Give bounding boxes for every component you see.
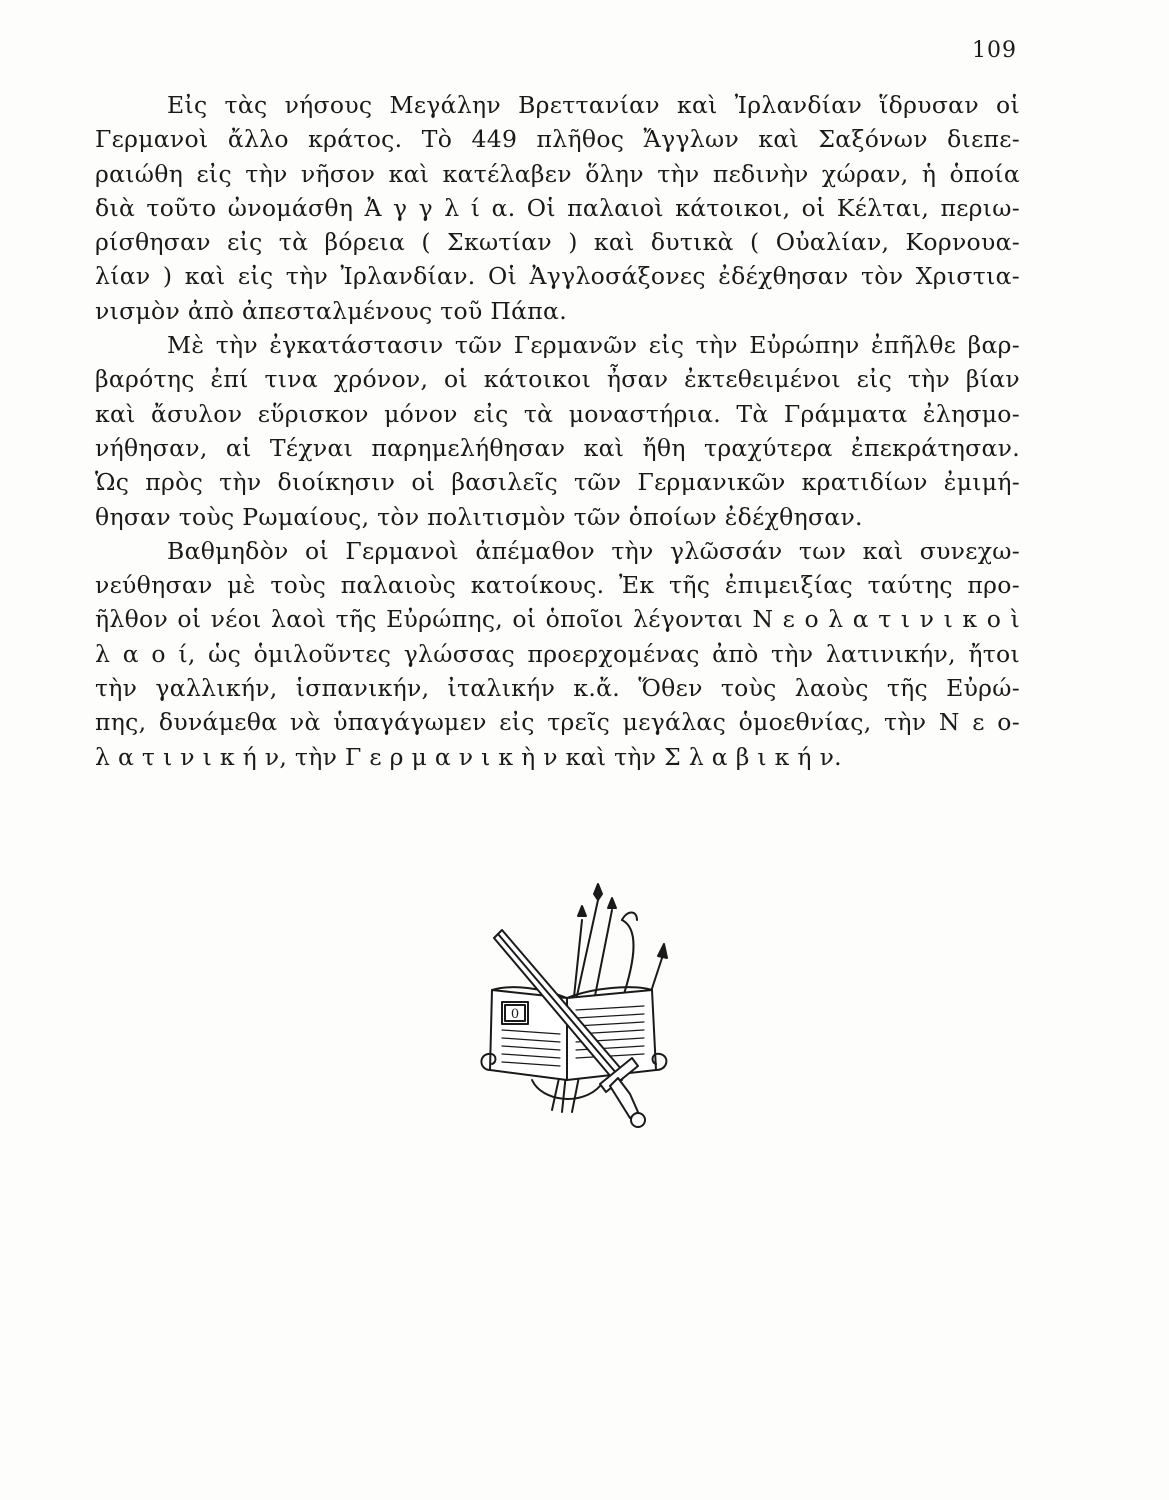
text-line: πης, δυνάμεθα νὰ ὑπαγάγωμεν εἰς τρεῖς μεγάλας ὁμοεθνίας, τὴν Ν ε ο- [95, 708, 1020, 737]
text-line: διὰ τοῦτο ὠνομάσθη Ἀ γ γ λ ί α. Οἱ παλαιοὶ κάτοικοι, οἱ Κέλται, περιω- [95, 193, 1020, 222]
text-line: ραιώθη εἰς τὴν νῆσον καὶ κατέλαβεν ὅλην τὴν πεδινὴν χώραν, ἡ ὁποία [95, 159, 1020, 188]
text-line: νήθησαν, αἱ Τέχναι παρημελήθησαν καὶ ἤθη τραχύτερα ἐπεκράτησαν. [95, 433, 1020, 462]
text-line: ῆλθον οἱ νέοι λαοὶ τῆς Εὐρώπης, οἱ ὁποῖοι λέγονται Ν ε ο λ α τ ι ν ι κ ο ὶ [95, 605, 1020, 634]
text-line: λίαν ) καὶ εἰς τὴν Ἰρλανδίαν. Οἱ Ἀγγλοσάξονες ἐδέχθησαν τὸν Χριστια- [95, 262, 1020, 291]
book-sword-vignette-icon [472, 880, 682, 1130]
text-line: ρίσθησαν εἰς τὰ βόρεια ( Σκωτίαν ) καὶ δυτικὰ ( Οὐαλίαν, Κορνουα- [95, 228, 1020, 257]
text-line: Ὡς πρὸς τὴν διοίκησιν οἱ βασιλεῖς τῶν Γερμανικῶν κρατιδίων ἐμιμή- [95, 468, 1020, 497]
text-line: νισμὸν ἀπὸ ἀπεσταλμένους τοῦ Πάπα. [95, 296, 567, 325]
text-line: καὶ ἄσυλον εὕρισκον μόνον εἰς τὰ μοναστήρια. Τὰ Γράμματα ἐλησμο- [95, 399, 1020, 428]
text-line: Γερμανοὶ ἄλλο κράτος. Τὸ 449 πλῆθος Ἄγγλων καὶ Σαξόνων διεπε- [95, 125, 1020, 154]
text-line: νεύθησαν μὲ τοὺς παλαιοὺς κατοίκους. Ἐκ τῆς ἐπιμειξίας ταύτης προ- [95, 571, 1020, 600]
text-line: τὴν γαλλικήν, ἱσπανικήν, ἰταλικήν κ.ἄ. Ὅθεν τοὺς λαοὺς τῆς Εὐρώ- [95, 674, 1020, 703]
text-line: Εἰς τὰς νήσους Μεγάλην Βρεττανίαν καὶ Ἰρλανδίαν ἵδρυσαν οἱ [167, 91, 1020, 119]
text-line: Βαθμηδὸν οἱ Γερμανοὶ ἀπέμαθον τὴν γλῶσσάν των καὶ συνεχω- [167, 536, 1020, 565]
text-line: βαρότης ἐπί τινα χρόνον, οἱ κάτοικοι ἦσαν ἐκτεθειμένοι εἰς τὴν βίαν [95, 365, 1020, 394]
text-line: Μὲ τὴν ἐγκατάστασιν τῶν Γερμανῶν εἰς τὴν Εὐρώπην ἐπῆλθε βαρ- [167, 331, 1020, 360]
text-line: λ α ο ί, ὡς ὁμιλοῦντες γλώσσας προερχομένας ἀπὸ τὴν λατινικήν, ἤτοι [95, 639, 1020, 668]
vignette-book-mark: 0 [510, 1007, 520, 1022]
text-line: θησαν τοὺς Ρωμαίους, τὸν πολιτισμὸν τῶν ὁποίων ἐδέχθησαν. [95, 502, 863, 531]
body-text [95, 88, 1020, 774]
paragraph-3 [95, 534, 1020, 774]
paragraph-2 [95, 328, 1020, 534]
page-number: 109 [972, 38, 1017, 63]
text-line: λ α τ ι ν ι κ ή ν, τὴν Γ ε ρ μ α ν ι κ ὴ ν καὶ τὴν Σ λ α β ι κ ή ν. [95, 742, 842, 771]
paragraph-1 [95, 88, 1020, 328]
